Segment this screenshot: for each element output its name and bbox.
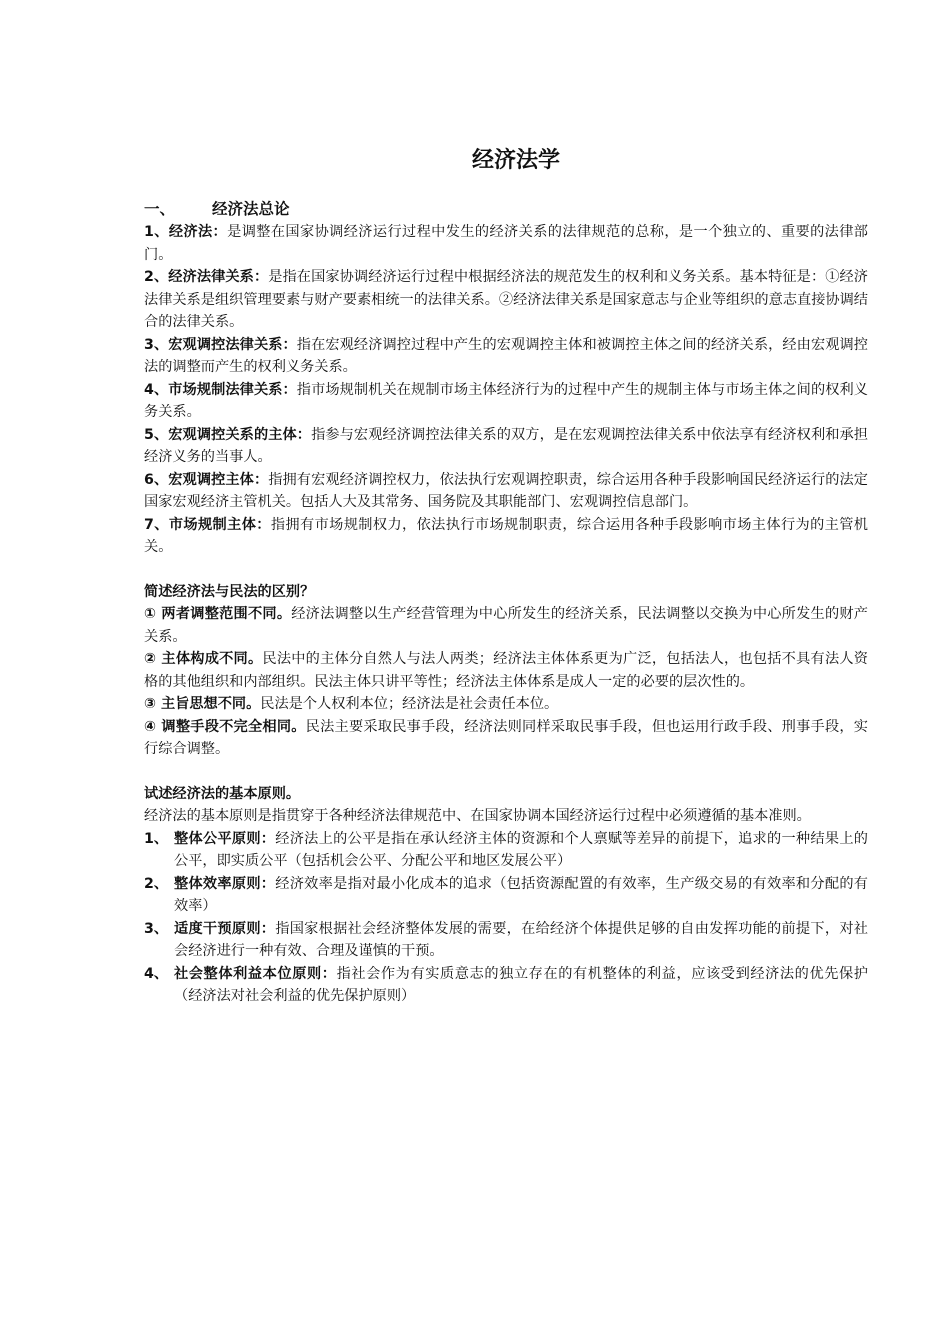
difference-term: ④ 调整手段不完全相同。 [144, 718, 306, 735]
definition-term: 7、市场规制主体： [144, 516, 271, 533]
principle-number: 2、 [144, 875, 169, 892]
definition-paragraph [144, 379, 868, 424]
definition-text: 是指在国家协调经济运行过程中根据经济法的规范发生的权利和义务关系。基本特征是：①经济法律关系是组织管理要素与财产要素相统一的法律关系。②经济法律关系是国家意志与企业等组织的意志直接协调结合的法律关系。 [144, 269, 868, 330]
principle-term: 社会整体利益本位原则： [174, 965, 337, 982]
definition-term: 1、经济法： [144, 224, 228, 240]
section-heading [144, 197, 868, 221]
definition-text: 指市场规制机关在规制市场主体经济行为的过程中产生的规制主体与市场主体之间的权利义务关系。 [144, 381, 868, 420]
spacer [144, 761, 868, 783]
spacer [144, 559, 868, 581]
question-heading: 简述经济法与民法的区别？ [144, 583, 315, 600]
principle-term: 整体效率原则： [174, 875, 276, 892]
difference-term: ① 两者调整范围不同。 [144, 606, 292, 622]
principle-text: 经济效率是指对最小化成本的追求（包括资源配置的有效率，生产级交易的有效率和分配的有效率） [174, 875, 868, 914]
definition-term: 4、市场规制法律关系： [144, 381, 297, 398]
difference-item [144, 716, 868, 761]
question-heading: 试述经济法的基本原则。 [144, 785, 301, 802]
principle-number: 3、 [144, 920, 169, 937]
definition-paragraph [144, 469, 868, 514]
principle-item [144, 828, 868, 873]
definition-paragraph [144, 266, 868, 334]
principle-text: 指社会作为有实质意志的独立存在的有机整体的利益，应该受到经济法的优先保护（经济法对社会利益的优先保护原则） [174, 965, 868, 1004]
definition-paragraph [144, 424, 868, 469]
principle-text: 指国家根据社会经济整体发展的需要，在给经济个体提供足够的自由发挥功能的前提下，对社会经济进行一种有效、合理及谨慎的干预。 [174, 920, 868, 959]
principle-item [144, 963, 868, 1008]
definition-text: 指拥有宏观经济调控权力，依法执行宏观调控职责，综合运用各种手段影响国民经济运行的法定国家宏观经济主管机关。包括人大及其常务、国务院及其职能部门、宏观调控信息部门。 [144, 471, 868, 510]
definition-term: 6、宏观调控主体： [144, 471, 269, 488]
definition-text: 指在宏观经济调控过程中产生的宏观调控主体和被调控主体之间的经济关系，经由宏观调控法的调整而产生的权利义务关系。 [144, 336, 868, 375]
definition-text: 是调整在国家协调经济运行过程中发生的经济关系的法律规范的总称，是一个独立的、重要的法律部门。 [144, 224, 868, 263]
difference-text: 经济法调整以生产经营管理为中心所发生的经济关系，民法调整以交换为中心所发生的财产关系。 [144, 606, 868, 645]
principle-term: 适度干预原则： [174, 920, 276, 937]
principles-intro: 经济法的基本原则是指贯穿于各种经济法律规范中、在国家协调本国经济运行过程中必须遵循的基本准则。 [144, 808, 811, 824]
definition-text: 指拥有市场规制权力，依法执行市场规制职责，综合运用各种手段影响市场主体行为的主管机关。 [144, 516, 868, 555]
difference-item [144, 693, 868, 716]
difference-text: 民法是个人权利本位；经济法是社会责任本位。 [260, 696, 559, 712]
principle-item [144, 918, 868, 963]
difference-item [144, 648, 868, 693]
principle-term: 整体公平原则： [174, 830, 276, 847]
difference-text: 民法主要采取民事手段，经济法则同样采取民事手段，但也运用行政手段、刑事手段，实行综合调整。 [144, 718, 868, 757]
principle-item [144, 873, 868, 918]
section-title: 经济法总论 [212, 200, 290, 218]
definition-term: 2、经济法律关系： [144, 269, 269, 285]
definition-term: 3、宏观调控法律关系： [144, 336, 297, 353]
difference-term: ③ 主旨思想不同。 [144, 696, 261, 712]
difference-term: ② 主体构成不同。 [144, 651, 263, 667]
definition-text: 指参与宏观经济调控法律关系的双方，是在宏观调控法律关系中依法享有经济权利和承担经济义务的当事人。 [144, 426, 868, 465]
principle-number: 4、 [144, 965, 169, 982]
definition-paragraph [144, 514, 868, 559]
difference-item [144, 603, 868, 648]
definition-paragraph [144, 334, 868, 379]
principle-number: 1、 [144, 830, 169, 847]
difference-text: 民法中的主体分自然人与法人两类；经济法主体体系更为广泛，包括法人，也包括不具有法人资格的其他组织和内部组织。民法主体只讲平等性；经济法主体体系是成人一定的必要的层次性的。 [144, 651, 868, 690]
definition-term: 5、宏观调控关系的主体： [144, 426, 312, 443]
principle-text: 经济法上的公平是指在承认经济主体的资源和个人禀赋等差异的前提下，追求的一种结果上的公平，即实质公平（包括机会公平、分配公平和地区发展公平） [174, 830, 868, 869]
definition-paragraph [144, 221, 868, 266]
document-title: 经济法学 [471, 148, 560, 173]
section-number: 一、 [144, 200, 176, 218]
